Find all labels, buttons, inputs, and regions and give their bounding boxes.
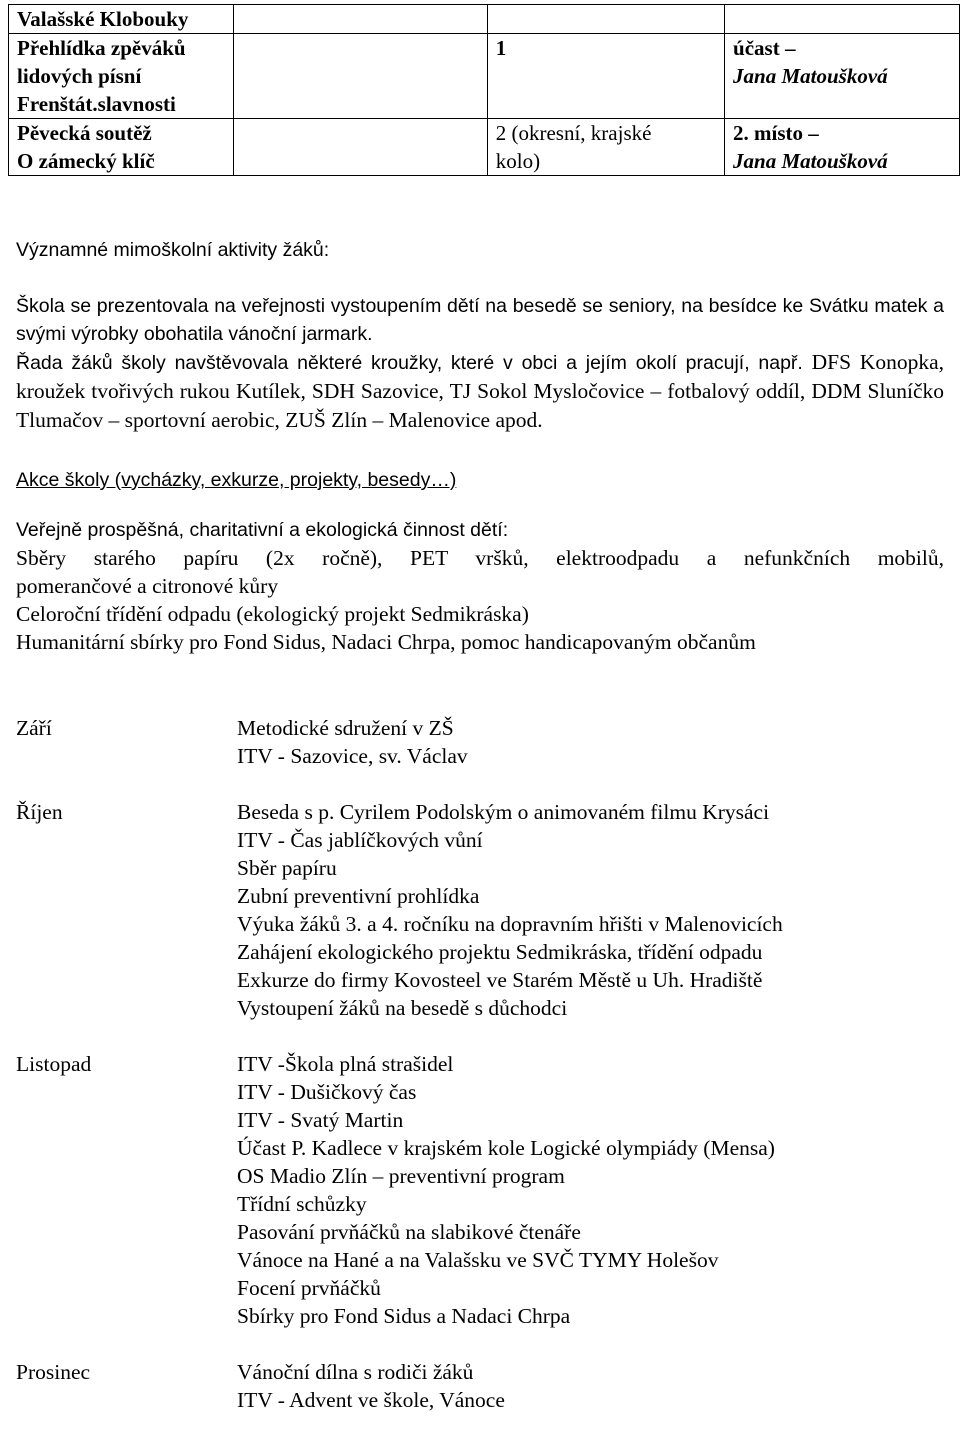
competition-name-cell xyxy=(9,119,234,176)
public-benefit-line: pomerančové a citronové kůry xyxy=(16,574,279,598)
event-item: OS Madio Zlín – preventivní program xyxy=(237,1164,565,1188)
competition-name-line: Pěvecká soutěž xyxy=(17,121,152,145)
table-row xyxy=(9,34,960,119)
activities-heading: Významné mimoškolní aktivity žáků: xyxy=(16,239,330,261)
event-item: ITV - Sazovice, sv. Václav xyxy=(237,744,468,768)
event-item: Vánoční dílna s rodiči žáků xyxy=(237,1360,474,1384)
competition-name-line: O zámecký klíč xyxy=(17,149,155,173)
rank-line: 2 (okresní, krajské xyxy=(495,121,652,145)
event-item: Exkurze do firmy Kovosteel ve Starém Městě u Uh. Hradiště xyxy=(237,968,763,992)
empty-cell xyxy=(234,5,488,34)
result-cell xyxy=(725,119,960,176)
event-item: Výuka žáků 3. a 4. ročníku na dopravním hřišti v Malenovicích xyxy=(237,912,783,936)
public-benefit-line: Humanitární sbírky pro Fond Sidus, Nadaci Chrpa, pomoc handicapovaným občanům xyxy=(16,630,756,654)
event-item: Metodické sdružení v ZŠ xyxy=(237,716,454,740)
public-benefit-list xyxy=(16,544,944,656)
table-row xyxy=(9,5,960,34)
month-name: Prosinec xyxy=(16,1360,91,1384)
competition-name-line: Přehlídka zpěváků xyxy=(17,36,186,60)
competition-name-cell xyxy=(9,34,234,119)
empty-cell xyxy=(234,34,488,119)
rank-cell xyxy=(487,119,724,176)
event-item: ITV -Škola plná strašidel xyxy=(237,1052,454,1076)
competition-name-line: Valašské Klobouky xyxy=(17,7,189,31)
activities-paragraph: Škola se prezentovala na veřejnosti vystoupením dětí na besedě se seniory, na besídce ke Svátku matek a svými výrobky obohatila vánoční jarmark. xyxy=(16,295,944,345)
awardee-name: Jana Matoušková xyxy=(733,149,888,173)
month-block xyxy=(16,714,944,770)
competition-name-line: Frenštát.slavnosti xyxy=(17,92,176,116)
awardee-name: Jana Matoušková xyxy=(733,64,888,88)
month-name: Říjen xyxy=(16,800,63,824)
event-item: ITV - Čas jablíčkových vůní xyxy=(237,828,483,852)
award-text: 2. místo – xyxy=(733,121,819,145)
competition-table-body xyxy=(9,5,960,176)
competition-name-line: lidových písní xyxy=(17,64,142,88)
event-item: ITV - Advent ve škole, Vánoce xyxy=(237,1388,505,1412)
event-item: ITV - Svatý Martin xyxy=(237,1108,404,1132)
monthly-schedule xyxy=(16,714,944,1442)
event-item: Focení prvňáčků xyxy=(237,1276,381,1300)
event-item: Třídní schůzky xyxy=(237,1192,367,1216)
event-item: Pasování prvňáčků na slabikové čtenáře xyxy=(237,1220,581,1244)
event-item: Sběr papíru xyxy=(237,856,337,880)
empty-cell xyxy=(234,119,488,176)
public-benefit-heading: Veřejně prospěšná, charitativní a ekologická činnost dětí: xyxy=(16,519,509,541)
event-item: ITV - Dušičkový čas xyxy=(237,1080,417,1104)
event-item: Beseda s p. Cyrilem Podolským o animovaném filmu Krysáci xyxy=(237,800,770,824)
event-item: Zahájení ekologického projektu Sedmikráska, třídění odpadu xyxy=(237,940,763,964)
event-item: Zubní preventivní prohlídka xyxy=(237,884,480,908)
rank-cell xyxy=(487,34,724,119)
school-actions-heading: Akce školy (vycházky, exkurze, projekty, besedy…) xyxy=(16,469,457,491)
clubs-paragraph xyxy=(16,348,944,435)
event-item: Vystoupení žáků na besedě s důchodci xyxy=(237,996,568,1020)
clubs-list-text: DFS Konopka, kroužek tvořivých rukou Kutílek, SDH Sazovice, TJ Sokol Mysločovice – fotbalový oddíl, DDM Sluníčko Tlumačov – sportovní aerobic, ZUŠ Zlín – Malenovice apod. xyxy=(16,350,944,432)
clubs-intro-text: Řada žáků školy navštěvovala některé kroužky, které v obci a jejím okolí pracují, např. xyxy=(16,352,803,374)
month-name: Září xyxy=(16,716,52,740)
rank-line: kolo) xyxy=(495,149,541,173)
month-events xyxy=(237,1050,944,1330)
result-cell xyxy=(725,34,960,119)
month-block xyxy=(16,798,944,1022)
month-block xyxy=(16,1358,944,1414)
result-cell xyxy=(725,5,960,34)
award-text: účast – xyxy=(733,36,796,60)
event-item: Sbírky pro Fond Sidus a Nadaci Chrpa xyxy=(237,1304,571,1328)
month-events xyxy=(237,798,944,1022)
public-benefit-line: Sběry starého papíru (2x ročně), PET vršků, elektroodpadu a nefunkčních mobilů, xyxy=(16,546,944,570)
month-events xyxy=(237,1358,944,1414)
month-block xyxy=(16,1050,944,1330)
rank-cell xyxy=(487,5,724,34)
table-row xyxy=(9,119,960,176)
competition-table xyxy=(8,4,960,176)
month-events xyxy=(237,714,944,770)
rank-value: 1 xyxy=(495,36,507,60)
event-item: Účast P. Kadlece v krajském kole Logické olympiády (Mensa) xyxy=(237,1136,775,1160)
month-name: Listopad xyxy=(16,1052,92,1076)
public-benefit-line: Celoroční třídění odpadu (ekologický projekt Sedmikráska) xyxy=(16,602,529,626)
competition-name-cell xyxy=(9,5,234,34)
event-item: Vánoce na Hané a na Valašsku ve SVČ TYMY Holešov xyxy=(237,1248,719,1272)
